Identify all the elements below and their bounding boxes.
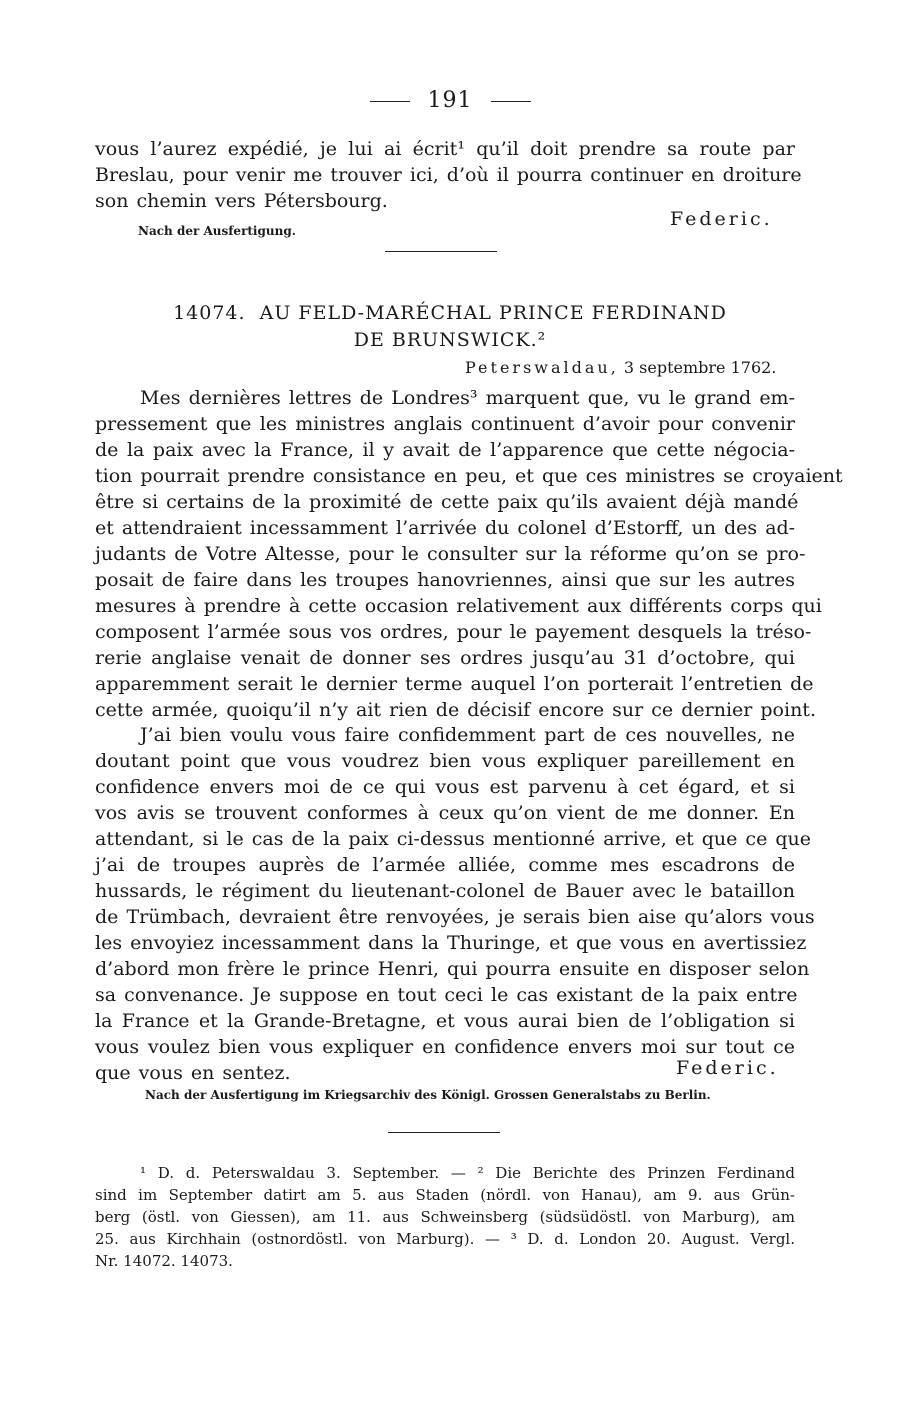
paragraph-line: confidence envers moi de ce qui vous est parvenu à cet égard, et si xyxy=(95,776,795,798)
dateline-place: Peterswaldau, xyxy=(465,358,619,377)
paragraph-line: que vous en sentez. xyxy=(95,1062,291,1084)
page-header xyxy=(0,88,900,113)
paragraph-line: d’abord mon frère le prince Henri, qui pourra ensuite en disposer selon xyxy=(95,958,810,980)
continuation-source: Nach der Ausfertigung. xyxy=(138,224,296,238)
letter-signature: Federic. xyxy=(676,1057,779,1079)
continuation-line: Breslau, pour venir me trouver ici, d’où il pourra continuer en droiture xyxy=(95,164,802,186)
paragraph-line: mesures à prendre à cette occasion relativement aux différents corps qui xyxy=(95,595,822,617)
paragraph-line: cette armée, quoiqu’il n’y ait rien de décisif encore sur ce dernier point. xyxy=(95,699,816,721)
paragraph-line: attendant, si le cas de la paix ci-dessus mentionné arrive, et que ce que xyxy=(95,828,811,850)
footnotes xyxy=(95,1162,795,1272)
paragraph-line: Mes dernières lettres de Londres³ marquent que, vu le grand em- xyxy=(140,387,795,409)
paragraph-line: la France et la Grande-Bretagne, et vous aurai bien de l’obligation si xyxy=(95,1010,795,1032)
page-number: 191 xyxy=(427,88,473,113)
letter-title-line2: DE BRUNSWICK.² xyxy=(353,329,547,351)
paragraph-line: hussards, le régiment du lieutenant-colonel de Bauer avec le bataillon xyxy=(95,880,795,902)
letter-paragraph-2 xyxy=(95,722,815,1086)
footnote-divider xyxy=(388,1132,500,1133)
footnote-line: berg (östl. von Giessen), am 11. aus Schweinsberg (südsüdöstl. von Marburg), am xyxy=(95,1208,795,1226)
continuation-text xyxy=(95,136,802,214)
letter-title-second xyxy=(0,329,900,351)
paragraph-line: tion pourrait prendre consistance en peu, et que ces ministres se croyaient xyxy=(95,465,843,487)
paragraph-line: pressement que les ministres anglais continuent d’avoir pour convenir xyxy=(95,413,795,435)
paragraph-line: vous voulez bien vous expliquer en confidence envers moi sur tout ce xyxy=(95,1036,795,1058)
footnote-line: Nr. 14072. 14073. xyxy=(95,1252,233,1270)
paragraph-line: judants de Votre Altesse, pour le consulter sur la réforme qu’on se pro- xyxy=(95,543,806,565)
paragraph-line: posait de faire dans les troupes hanovriennes, ainsi que sur les autres xyxy=(95,569,795,591)
paragraph-line: sa convenance. Je suppose en tout ceci le cas existant de la paix entre xyxy=(95,984,798,1006)
paragraph-line: et attendraient incessamment l’arrivée du colonel d’Estorff, un des ad- xyxy=(95,517,796,539)
paragraph-line: apparemment serait le dernier terme auquel l’on porterait l’entretien de xyxy=(95,673,814,695)
paragraph-line: J’ai bien voulu vous faire confidemment part de ces nouvelles, ne xyxy=(140,724,795,746)
continuation-line: son chemin vers Pétersbourg. xyxy=(95,190,388,212)
footnote-line: ¹ D. d. Peterswaldau 3. September. — ² Die Berichte des Prinzen Ferdinand xyxy=(140,1164,795,1182)
paragraph-line: de Trümbach, devraient être renvoyées, je serais bien aise qu’alors vous xyxy=(95,906,815,928)
paragraph-line: rerie anglaise venait de donner ses ordres jusqu’au 31 d’octobre, qui xyxy=(95,647,795,669)
continuation-signature: Federic. xyxy=(670,208,773,230)
paragraph-line: les envoyiez incessamment dans la Thuringe, et que vous en avertissiez xyxy=(95,932,807,954)
letter-number: 14074. xyxy=(173,302,246,324)
letter-paragraph-1 xyxy=(95,385,843,723)
header-dash-left xyxy=(370,101,410,102)
paragraph-line: j’ai de troupes auprès de l’armée alliée, comme mes escadrons de xyxy=(95,854,795,876)
paragraph-line: de la paix avec la France, il y avait de l’apparence que cette négocia- xyxy=(95,439,795,461)
letter-title xyxy=(0,302,900,324)
letter-source: Nach der Ausfertigung im Kriegsarchiv des Königl. Grossen Generalstabs zu Berlin. xyxy=(145,1088,711,1102)
paragraph-line: être si certains de la proximité de cette paix qu’ils avaient déjà mandé xyxy=(95,491,799,513)
dateline xyxy=(465,358,776,377)
section-divider xyxy=(385,251,497,252)
paragraph-line: vos avis se trouvent conformes à ceux qu’on vient de me donner. En xyxy=(95,802,795,824)
paragraph-line: doutant point que vous voudrez bien vous expliquer pareillement en xyxy=(95,750,795,772)
dateline-date: 3 septembre 1762. xyxy=(623,358,777,377)
paragraph-line: composent l’armée sous vos ordres, pour le payement desquels la tréso- xyxy=(95,621,812,643)
continuation-line: vous l’aurez expédié, je lui ai écrit¹ qu’il doit prendre sa route par xyxy=(95,138,795,160)
letter-title-line1: AU FELD-MARÉCHAL PRINCE FERDINAND xyxy=(259,302,727,324)
header-dash-right xyxy=(491,101,531,102)
footnote-line: 25. aus Kirchhain (ostnordöstl. von Marburg). — ³ D. d. London 20. August. Vergl. xyxy=(95,1230,795,1248)
footnote-line: sind im September datirt am 5. aus Staden (nördl. von Hanau), am 9. aus Grün- xyxy=(95,1186,795,1204)
